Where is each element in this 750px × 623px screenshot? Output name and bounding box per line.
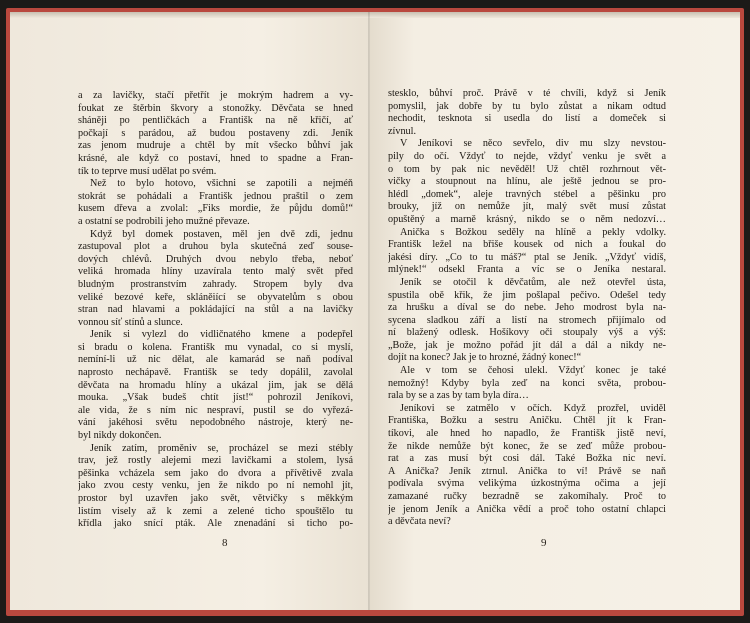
text-line: Františk ležel na břiše kousek od nich a foukal do — [388, 239, 666, 251]
text-line: V Jeníkovi se něco sevřelo, div mu slzy nevstou- — [400, 138, 666, 150]
text-line: Jeník zatím, proměniv se, procházel se mezi stébly — [90, 442, 353, 454]
text-line: počkají s parádou, až budou postaveny zdi. Jeník — [78, 127, 353, 139]
text-line: dojít na konec? Jak je to hrozné, žádný konec!“ — [388, 352, 582, 364]
text-line: pěšinka vcházela sem jako do dvora a přívětivě zvala — [78, 467, 353, 479]
text-line: děvčata na hromadu hlíny a ukázal jim, jak se dělá — [78, 379, 353, 391]
text-line: Ale v tom se čehosi ulekl. Vždyť konec je také — [400, 365, 666, 377]
text-line: veliké bezové keře, skláněiící se obyvatelům s obou — [78, 291, 353, 303]
text-line: ale vida, že s ním nic nespraví, pustil se do vyřezá- — [78, 404, 353, 416]
text-line: a děvčata neví? — [388, 516, 451, 528]
text-line: opuštěný a marně krásný, nikdo se o něm nedozví… — [388, 213, 666, 225]
open-book — [6, 8, 744, 616]
text-line: zamazané ručky bezradně se zakomíhaly. Proč to — [388, 491, 666, 502]
text-line: vání jakéhosi světu nepodobného nástroje, který ne- — [78, 417, 353, 429]
text-line: vonnou síť stínů a slunce. — [78, 316, 183, 328]
left-page-text — [78, 90, 353, 531]
text-line: Když byl domek postaven, měl jen dvě zdi, jednu — [90, 228, 353, 240]
text-line: pomyslil, jak dobře by tu bylo zůstat a nikam odtud — [388, 100, 666, 112]
text-line: Jeníkovi se zatmělo v očích. Když prozřel, uviděl — [400, 402, 666, 414]
text-line: Jeník se otočil k děvčatům, ale než otevřel ústa, — [400, 276, 666, 288]
text-line: za hrušku a díval se do nebe. Jeho modrost byla na- — [388, 302, 666, 314]
text-line: rala by se a zas by tam byla díra… — [388, 390, 529, 402]
text-line: a ostatní se podrobili jeho mužné převaze. — [78, 215, 250, 227]
text-line: podívala svýma velikýma úzkostnýma očima a její — [388, 478, 666, 490]
right-page-number: 9 — [541, 537, 547, 549]
text-line: zívnul. — [388, 125, 417, 137]
text-line: nemíní-li už nic dělat, ale kamarád se naň podíval — [78, 354, 353, 366]
text-line: Jeník si vylezl do vidličnatého kmene a podepřel — [90, 329, 353, 341]
text-line: jakési díry. „Co to tu máš?“ ptal se Jeník. „Vždyť vidíš, — [388, 251, 666, 263]
text-line: tíkovi, ale hned ho napadlo, že Františk jistě neví, — [388, 428, 666, 440]
left-page-number: 8 — [222, 537, 228, 549]
text-line: spustila obě křik, že jim pošlapal pečivo. Odešel tedy — [388, 289, 666, 301]
text-line: pily do očí. Vždyť to nejde, vždyť venku je svět a — [388, 150, 666, 162]
text-line: stesklo, bůhví proč. Právě v té chvíli, když si Jeník — [388, 88, 666, 99]
text-line: brouky, jíž on nemůže jít, malý svět musí zůstat — [388, 201, 666, 213]
text-line: byl nikdy dokončen. — [78, 430, 162, 442]
text-line: listím visely až k zemi a zelené ticho spouštělo tu — [78, 505, 353, 517]
text-line: A Anička? Jeník ztrnul. Anička to ví! Právě se naň — [388, 465, 666, 477]
text-line: „Bože, jak je možno pořád jít dál a dál a nikdy ne- — [388, 339, 666, 351]
text-line: hlédl „domek“, aleje travných stébel a pěšinku pro — [388, 188, 666, 200]
text-line: Než to bylo hotovo, všichni se zapotili a nejméň — [90, 178, 353, 190]
text-line: foukat ze štěrbin škvory a stonožky. Děvčata se hned — [78, 102, 353, 114]
text-line: sycena sladkou září a listí na stromech přijímalo od — [388, 314, 666, 326]
text-line: je jenom Jeník a Anička vědí a proč toho ostatní chlapci — [388, 503, 666, 515]
text-line: trav, jež rostly alejemi mezi lavičkami a stolem, lysá — [78, 455, 353, 467]
text-line: prostor byl uzavřen jako svět, větvičky s měkkým — [78, 493, 353, 504]
text-line: bludným prostranstvím zahrady. Stropem byly dva — [78, 278, 353, 290]
text-line: naprosto nechápavě. Františk se tedy dopálil, zavolal — [78, 367, 353, 379]
page-top-edge — [10, 12, 370, 18]
text-line: a za lavičky, stačí přetřít je mokrým hadrem a vy- — [78, 90, 353, 101]
text-line: krásné, ale když co postaví, hned to spadne a Fran- — [78, 152, 353, 164]
text-line: kusem dřeva a zvolal: „Fiks mordie, že půjdu domů!“ — [78, 203, 353, 215]
text-line: ní blažený odlesk. Hošíkovy oči stoupaly výš a výš: — [388, 327, 666, 339]
text-line: stran nad hlavami a pokládající na stůl a na lavičky — [78, 304, 353, 316]
text-line: Františka, Božku a sestru Aničku. Chtěl jít k Fran- — [388, 415, 666, 427]
text-line: jako zvou cesty venku, jen že nikdo po ní nemohl jít, — [78, 480, 353, 492]
text-line: zas jenom mudruje a chtěl by mít všecko bůhví jak — [78, 140, 353, 152]
text-line: zastupoval plot a druhou byla skutečná zeď souse- — [78, 241, 353, 253]
page-top-edge — [370, 12, 740, 18]
text-line: Anička s Božkou seděly na hlíně a pekly vdolky. — [400, 226, 666, 238]
text-line: nemožný! Kdyby byla zeď na konci světa, probou- — [388, 377, 666, 389]
text-line: mlýnek!“ odsekl Franta a víc se o Jeníka nestaral. — [388, 264, 666, 276]
text-line: rat a zas musí být cosi dál. Také Božka nic neví. — [388, 453, 666, 465]
text-line: mouka. „Však budeš chtít jíst!“ pohrozil Jeníkovi, — [78, 392, 353, 404]
text-line: nechodit, tesknota si usedla do listí a domeček si — [388, 113, 666, 125]
text-line: vičky a stoupnout na hlínu, ale ještě jednou se pro- — [388, 176, 666, 188]
text-line: tík to teprve musí udělat po svém. — [78, 165, 217, 177]
text-line: veliká hromada hlíny uzavírala tento malý svět před — [78, 266, 353, 278]
text-line: dových chlévů. Druhých dvou nebylo třeba, neboť — [78, 253, 353, 265]
left-page — [10, 12, 370, 610]
text-line: křídla jako snící pták. Ale znenadání si ticho po- — [78, 518, 353, 530]
text-line: stokrát se pohádali a Františk jednou praštil o zem — [78, 190, 353, 202]
text-line: si bradu o kolena. Františk mu vynadal, co si myslí, — [78, 341, 353, 353]
right-page-text — [388, 88, 666, 529]
text-line: sháněji po pentličkách a Františk na ně křičí, ať — [78, 115, 353, 127]
text-line: o tom by pak nic nevěděl! Už chtěl rozhrnout vět- — [388, 163, 666, 175]
text-line: že nikde nemůže být konec, že se zeď může probou- — [388, 440, 666, 452]
right-page — [370, 12, 740, 610]
